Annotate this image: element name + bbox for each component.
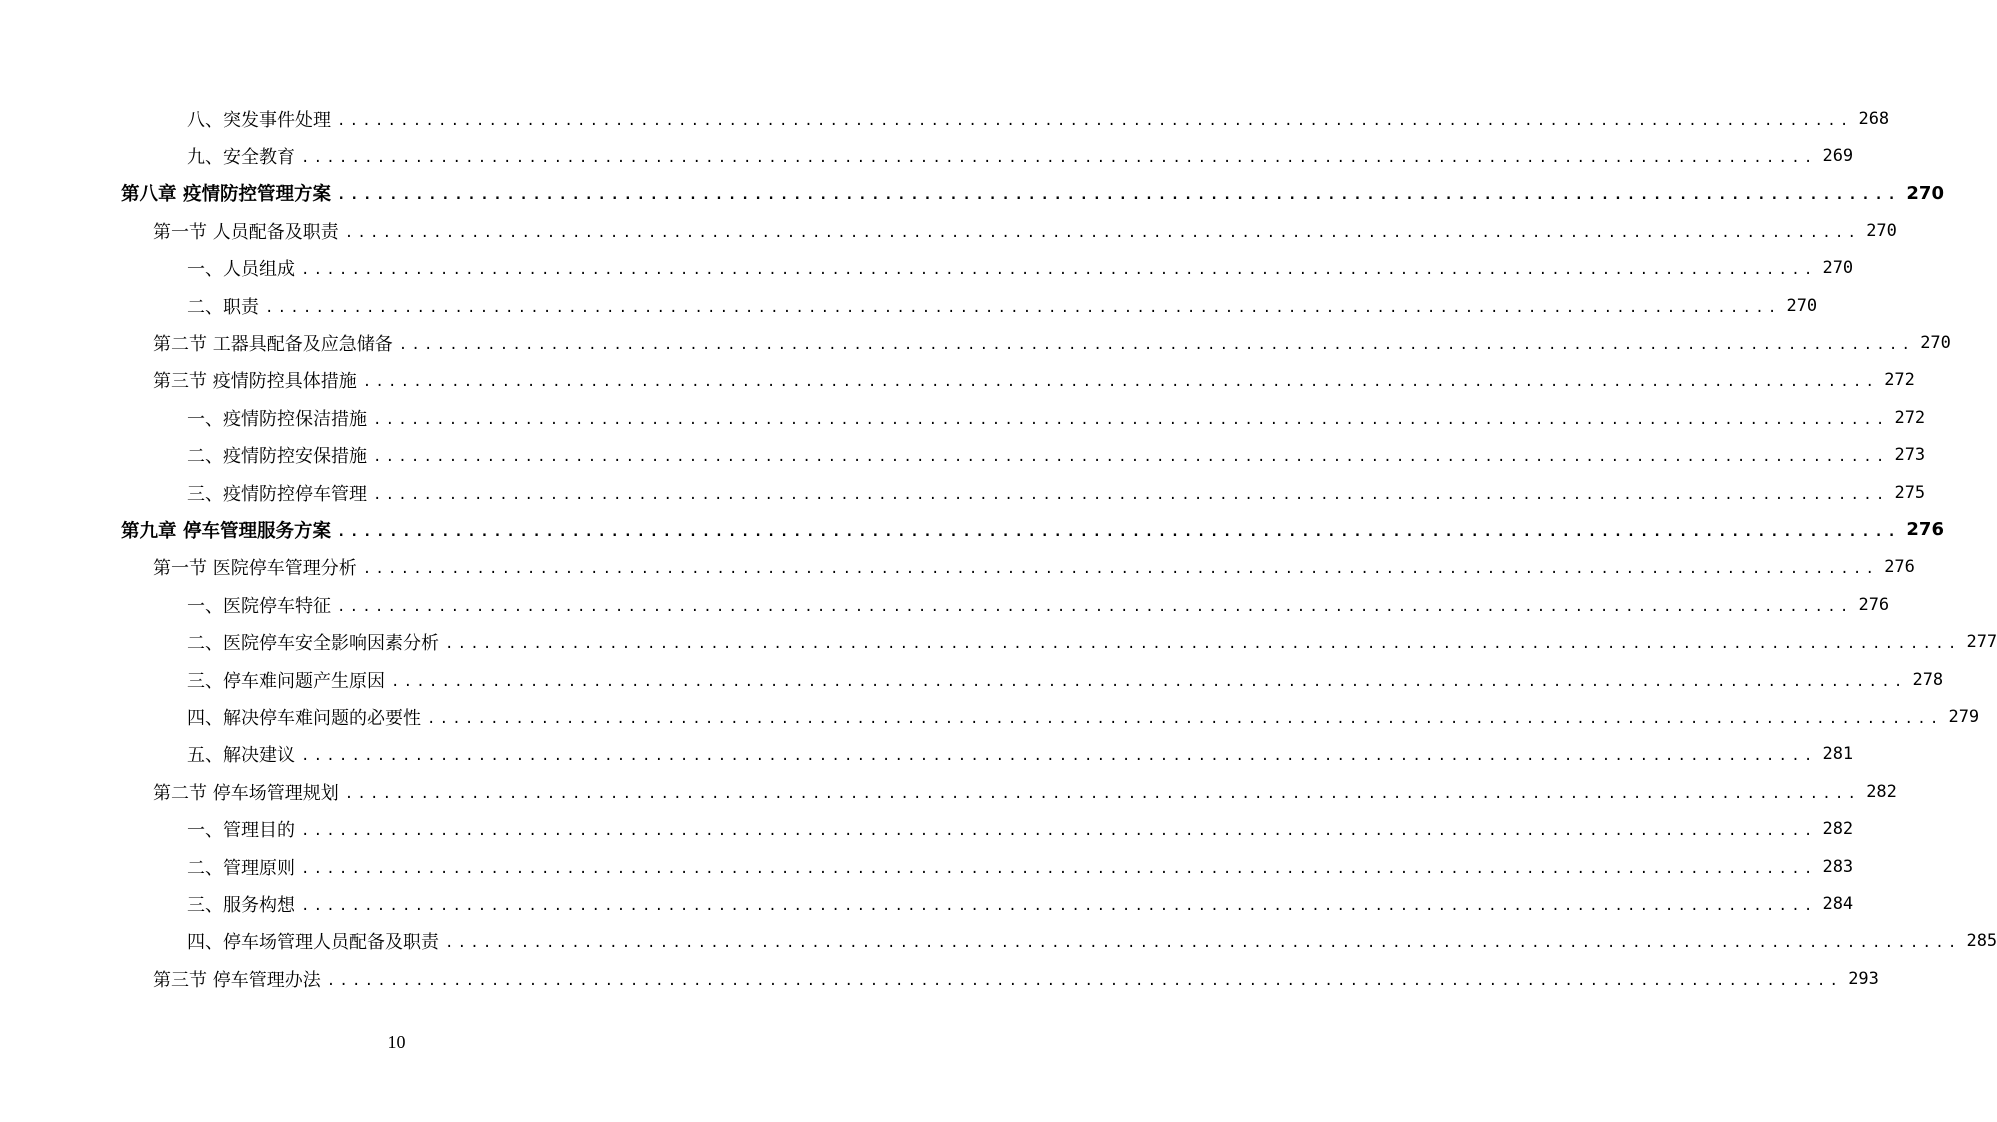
- toc-dot-leader: ........................................................................................................................: [373, 449, 1889, 466]
- toc-entry-section[interactable]: [0, 324, 1951, 361]
- toc-entry-page: 282: [1822, 819, 1854, 840]
- toc-entry-item[interactable]: [0, 923, 1997, 960]
- toc-entry-page: 282: [1866, 781, 1897, 802]
- toc-dot-leader: ........................................................................................................................: [301, 262, 1817, 279]
- toc-dot-leader: ........................................................................................................................: [337, 112, 1853, 129]
- toc-entry-item[interactable]: [0, 586, 1890, 623]
- toc-entry-page: 278: [1912, 669, 1944, 690]
- toc-dot-leader: ........................................................................................................................: [301, 860, 1817, 877]
- toc-entry-page: 269: [1822, 146, 1854, 167]
- toc-entry-section[interactable]: [0, 549, 1915, 586]
- toc-entry-page: 270: [1786, 295, 1818, 316]
- toc-entry-title: 四、解决停车难问题的必要性: [187, 707, 421, 729]
- toc-entry-title: 一、管理目的: [187, 820, 295, 842]
- toc-dot-leader: ........................................................................................................................: [326, 972, 1843, 989]
- toc-entry-title: 第二节 工器具配备及应急储备: [153, 334, 393, 356]
- toc-entry-item[interactable]: [0, 287, 1818, 324]
- toc-entry-section[interactable]: [0, 960, 1879, 997]
- toc-entry-section[interactable]: [0, 773, 1897, 810]
- toc-entry-title: 八、突发事件处理: [187, 109, 331, 131]
- toc-entry-title: 二、职责: [187, 296, 259, 318]
- toc-entry-page: 273: [1894, 445, 1926, 466]
- toc-entry-title: 第三节 疫情防控具体措施: [153, 371, 357, 393]
- toc-dot-leader: ........................................................................................................................: [391, 673, 1907, 690]
- toc-entry-title: 三、服务构想: [187, 894, 295, 916]
- toc-entry-title: 第三节 停车管理办法: [153, 969, 321, 991]
- toc-entry-page: 283: [1822, 856, 1854, 877]
- toc-entry-item[interactable]: [0, 736, 1854, 773]
- toc-entry-page: 270: [1866, 220, 1897, 241]
- toc-entry-page: 272: [1894, 407, 1926, 428]
- toc-dot-leader: ........................................................................................................................: [362, 561, 1879, 578]
- toc-dot-leader: ........................................................................................................................: [398, 337, 1915, 354]
- toc-entry-page: 276: [1858, 594, 1890, 615]
- toc-entry-item[interactable]: [0, 437, 1926, 474]
- toc-entry-item[interactable]: [0, 661, 1944, 698]
- toc-entry-title: 二、疫情防控安保措施: [187, 446, 367, 468]
- toc-entry-title: 一、人员组成: [187, 259, 295, 281]
- toc-dot-leader: ........................................................................................................................: [336, 523, 1901, 540]
- toc-entry-item[interactable]: [0, 137, 1854, 174]
- toc-dot-leader: ........................................................................................................................: [373, 486, 1889, 503]
- toc-entry-page: 268: [1858, 108, 1890, 129]
- toc-dot-leader: ........................................................................................................................: [301, 748, 1817, 765]
- toc-entry-item[interactable]: [0, 623, 1997, 660]
- toc-entry-page: 272: [1884, 370, 1915, 391]
- toc-entry-page: 270: [1906, 182, 1944, 204]
- toc-entry-chapter[interactable]: [0, 511, 1944, 548]
- toc-entry-title: 第一节 人员配备及职责: [153, 221, 339, 243]
- toc-dot-leader: ........................................................................................................................: [344, 224, 1861, 241]
- toc-entry-title: 第一节 医院停车管理分析: [153, 558, 357, 580]
- toc-entry-section[interactable]: [0, 212, 1897, 249]
- toc-entry-page: 293: [1848, 968, 1879, 989]
- toc-entry-title: 三、疫情防控停车管理: [187, 483, 367, 505]
- toc-entry-page: 270: [1920, 333, 1951, 354]
- toc-entry-item[interactable]: [0, 848, 1854, 885]
- toc-entry-title: 三、停车难问题产生原因: [187, 670, 385, 692]
- toc-entry-title: 二、管理原则: [187, 857, 295, 879]
- toc-entry-item[interactable]: [0, 810, 1854, 847]
- toc-dot-leader: ........................................................................................................................: [373, 411, 1889, 428]
- toc-entry-page: 284: [1822, 893, 1854, 914]
- toc-entry-title: 第九章 停车管理服务方案: [121, 520, 331, 542]
- toc-entry-item[interactable]: [0, 474, 1926, 511]
- toc-entry-page: 277: [1966, 632, 1997, 653]
- toc-dot-leader: ........................................................................................................................: [445, 935, 1961, 952]
- toc-dot-leader: ........................................................................................................................: [344, 785, 1861, 802]
- toc-entry-title: 一、医院停车特征: [187, 595, 331, 617]
- toc-entry-page: 281: [1822, 744, 1854, 765]
- toc-entry-title: 五、解决建议: [187, 745, 295, 767]
- toc-entry-page: 276: [1906, 519, 1944, 541]
- toc-dot-leader: ........................................................................................................................: [336, 187, 1901, 204]
- toc-entry-page: 285: [1966, 931, 1997, 952]
- toc-dot-leader: ........................................................................................................................: [362, 374, 1879, 391]
- toc-entry-title: 第八章 疫情防控管理方案: [121, 184, 331, 206]
- toc-entry-section[interactable]: [0, 362, 1915, 399]
- toc-entry-title: 九、安全教育: [187, 147, 295, 169]
- toc-entry-chapter[interactable]: [0, 175, 1944, 212]
- page-number: 10: [387, 1032, 406, 1052]
- toc-entry-page: 270: [1822, 258, 1854, 279]
- toc-entry-item[interactable]: [0, 250, 1854, 287]
- toc-dot-leader: ........................................................................................................................: [301, 823, 1817, 840]
- toc-entry-item[interactable]: [0, 698, 1980, 735]
- toc-entry-title: 一、疫情防控保洁措施: [187, 408, 367, 430]
- toc-entry-page: 276: [1884, 557, 1915, 578]
- toc-dot-leader: ........................................................................................................................: [301, 897, 1817, 914]
- toc-entry-page: 279: [1948, 706, 1980, 727]
- toc-dot-leader: ........................................................................................................................: [265, 299, 1781, 316]
- toc-dot-leader: ........................................................................................................................: [445, 636, 1961, 653]
- toc-entry-item[interactable]: [0, 399, 1926, 436]
- toc-entry-item[interactable]: [0, 885, 1854, 922]
- toc-entry-title: 四、停车场管理人员配备及职责: [187, 932, 439, 954]
- table-of-contents: [0, 100, 1997, 997]
- toc-entry-page: 275: [1894, 482, 1926, 503]
- toc-dot-leader: ........................................................................................................................: [301, 150, 1817, 167]
- toc-entry-title: 第二节 停车场管理规划: [153, 782, 339, 804]
- toc-dot-leader: ........................................................................................................................: [427, 710, 1943, 727]
- toc-entry-item[interactable]: [0, 100, 1890, 137]
- toc-dot-leader: ........................................................................................................................: [337, 598, 1853, 615]
- toc-entry-title: 二、医院停车安全影响因素分析: [187, 633, 439, 655]
